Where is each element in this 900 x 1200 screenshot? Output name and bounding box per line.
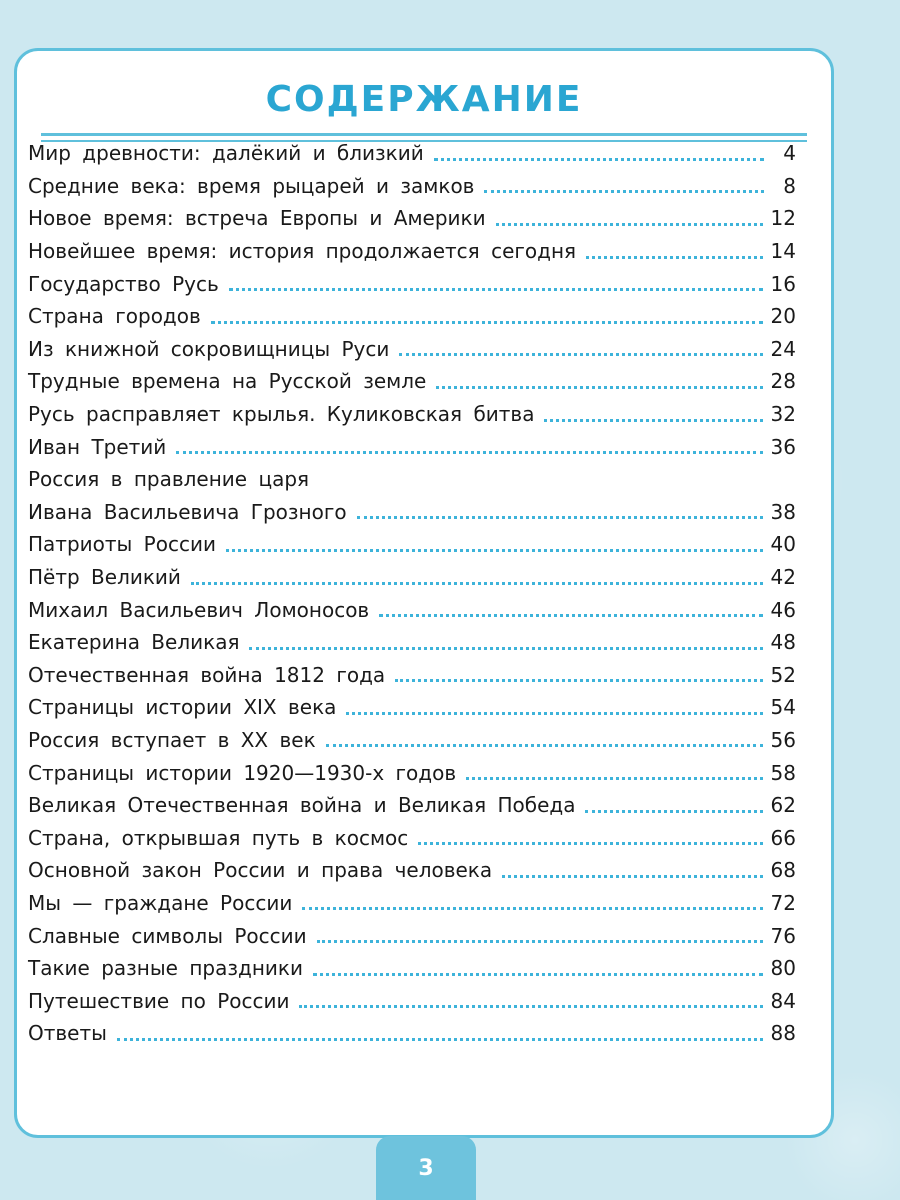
table-of-contents [28, 137, 796, 1050]
toc-entry[interactable] [28, 821, 796, 854]
toc-leader-dots [496, 223, 763, 226]
toc-entry-page: 16 [770, 271, 796, 296]
toc-entry-page: 8 [783, 173, 796, 198]
page-number-tab [376, 1136, 476, 1200]
toc-leader-dots [326, 744, 763, 747]
toc-leader-dots [502, 875, 762, 878]
toc-entry[interactable] [28, 137, 796, 170]
toc-entry-title: Мы — граждане России [28, 890, 293, 915]
toc-leader-dots [313, 973, 763, 976]
toc-leader-dots [466, 777, 762, 780]
toc-leader-dots [544, 419, 762, 422]
toc-entry[interactable] [28, 561, 796, 594]
toc-leader-dots [585, 810, 762, 813]
toc-entry[interactable] [28, 398, 796, 431]
toc-leader-dots [484, 190, 764, 193]
toc-entry-page: 46 [770, 597, 796, 622]
toc-leader-dots [434, 158, 764, 161]
toc-entry-page: 40 [770, 532, 796, 557]
toc-entry-title: Страна, открывшая путь в космос [28, 825, 409, 850]
toc-entry-title: Россия в правление царя [28, 467, 310, 492]
toc-entry[interactable] [28, 691, 796, 724]
toc-leader-dots [229, 288, 763, 291]
toc-entry-page: 12 [770, 206, 796, 231]
toc-entry[interactable] [28, 756, 796, 789]
toc-entry-title: Страницы истории 1920—1930-х годов [28, 760, 457, 785]
toc-leader-dots [357, 516, 763, 519]
toc-entry-page: 84 [770, 988, 796, 1013]
toc-leader-dots [226, 549, 763, 552]
contents-title: СОДЕРЖАНИЕ [265, 79, 583, 120]
toc-entry-page: 76 [770, 923, 796, 948]
toc-entry[interactable] [28, 984, 796, 1017]
toc-entry-title: Русь расправляет крылья. Куликовская битва [28, 402, 535, 427]
toc-entry-page: 32 [770, 402, 796, 427]
toc-entry-page: 38 [770, 499, 796, 524]
toc-entry[interactable] [28, 235, 796, 268]
toc-leader-dots [191, 582, 763, 585]
toc-entry[interactable] [28, 528, 796, 561]
toc-entry-page: 68 [770, 858, 796, 883]
toc-entry-page: 88 [770, 1021, 796, 1046]
toc-entry-title: Путешествие по России [28, 988, 290, 1013]
toc-entry[interactable] [28, 854, 796, 887]
toc-leader-dots [346, 712, 762, 715]
toc-entry-title: Иван Третий [28, 434, 167, 459]
toc-entry[interactable] [28, 496, 796, 529]
toc-entry-page: 24 [770, 336, 796, 361]
toc-entry[interactable] [28, 659, 796, 692]
toc-entry-title: Ивана Васильевича Грозного [28, 499, 347, 524]
toc-entry-title: Трудные времена на Русской земле [28, 369, 427, 394]
toc-entry-page: 62 [770, 793, 796, 818]
toc-entry-page: 28 [770, 369, 796, 394]
toc-entry-page: 80 [770, 956, 796, 981]
toc-entry-title: Мир древности: далёкий и близкий [28, 141, 424, 166]
toc-entry-title: Славные символы России [28, 923, 307, 948]
toc-entry-title: Новейшее время: история продолжается сегодня [28, 239, 577, 264]
toc-leader-dots [117, 1038, 763, 1041]
toc-entry-title: Россия вступает в XX век [28, 727, 316, 752]
toc-entry-page: 72 [770, 890, 796, 915]
toc-entry[interactable] [28, 887, 796, 920]
toc-leader-dots [379, 614, 762, 617]
toc-entry[interactable] [28, 267, 796, 300]
toc-entry[interactable] [28, 202, 796, 235]
toc-leader-dots [299, 1005, 762, 1008]
toc-leader-dots [395, 679, 762, 682]
page-number: 3 [418, 1155, 434, 1181]
toc-entry-title: Великая Отечественная война и Великая Победа [28, 793, 576, 818]
toc-entry[interactable] [28, 919, 796, 952]
toc-entry-title: Новое время: встреча Европы и Америки [28, 206, 486, 231]
toc-entry-title: Ответы [28, 1021, 107, 1046]
toc-entry-page: 66 [770, 825, 796, 850]
toc-leader-dots [317, 940, 763, 943]
toc-entry-page: 56 [770, 727, 796, 752]
toc-entry-title: Патриоты России [28, 532, 216, 557]
toc-leader-dots [249, 647, 762, 650]
toc-entry-page: 48 [770, 630, 796, 655]
toc-entry[interactable] [28, 430, 796, 463]
toc-entry[interactable] [28, 333, 796, 366]
toc-entry-title: Средние века: время рыцарей и замков [28, 173, 475, 198]
toc-entry-title: Страна городов [28, 304, 201, 329]
toc-entry-title: Михаил Васильевич Ломоносов [28, 597, 370, 622]
toc-leader-dots [211, 321, 763, 324]
toc-entry-title: Из книжной сокровищницы Руси [28, 336, 390, 361]
toc-entry-title: Основной закон России и права человека [28, 858, 493, 883]
toc-entry[interactable] [28, 626, 796, 659]
toc-entry-title: Пётр Великий [28, 565, 181, 590]
toc-entry-page: 36 [770, 434, 796, 459]
toc-entry-page: 58 [770, 760, 796, 785]
toc-entry-page: 20 [770, 304, 796, 329]
toc-entry[interactable] [28, 593, 796, 626]
toc-leader-dots [399, 353, 762, 356]
toc-entry[interactable] [28, 724, 796, 757]
toc-entry-page: 42 [770, 565, 796, 590]
toc-leader-dots [176, 451, 762, 454]
toc-entry-title: Государство Русь [28, 271, 219, 296]
toc-entry[interactable] [28, 789, 796, 822]
toc-entry[interactable] [28, 1017, 796, 1050]
toc-entry-title: Отечественная война 1812 года [28, 662, 386, 687]
toc-entry[interactable] [28, 170, 796, 203]
toc-entry-page: 52 [770, 662, 796, 687]
toc-entry[interactable] [28, 952, 796, 985]
toc-leader-dots [436, 386, 762, 389]
title-rule [41, 133, 807, 136]
toc-entry-title: Екатерина Великая [28, 630, 240, 655]
toc-entry-title: Такие разные праздники [28, 956, 303, 981]
toc-entry-page: 4 [783, 141, 796, 166]
toc-entry-page: 54 [770, 695, 796, 720]
toc-leader-dots [418, 842, 762, 845]
toc-leader-dots [586, 256, 763, 259]
toc-leader-dots [302, 907, 762, 910]
toc-entry[interactable] [28, 300, 796, 333]
toc-entry[interactable] [28, 463, 796, 496]
toc-entry[interactable] [28, 365, 796, 398]
toc-entry-title: Страницы истории XIX века [28, 695, 337, 720]
toc-entry-page: 14 [770, 239, 796, 264]
